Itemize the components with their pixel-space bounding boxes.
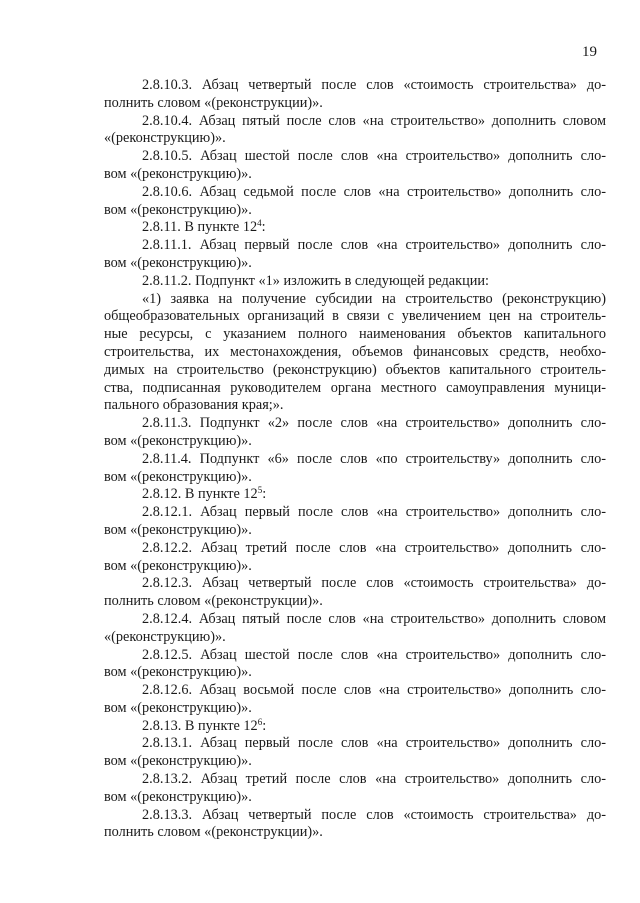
text-line: [104, 433, 606, 451]
text-line-content: 2.8.12.4. Абзац пятый после слов «на строительство» дополнить словом: [142, 610, 606, 627]
text-line: [104, 753, 606, 771]
text-line: [104, 397, 606, 415]
text-line: [104, 237, 606, 255]
text-line: [104, 682, 606, 700]
text-line: [104, 735, 606, 753]
text-line-content: 2.8.10.5. Абзац шестой после слов «на строительство» дополнить сло-: [142, 148, 606, 165]
text-line: [104, 824, 606, 842]
text-line-content: вом «(реконструкцию)».: [104, 254, 252, 271]
text-line: [104, 771, 606, 789]
text-line: [104, 789, 606, 807]
text-line: [104, 807, 606, 825]
text-line-content: строительства, их местонахождения, объемов финансовых средств, необхо-: [104, 343, 606, 360]
text-line-content: пального образования края;».: [104, 397, 284, 414]
text-line: [104, 308, 606, 326]
text-line: [104, 469, 606, 487]
text-line-content: ные ресурсы, с указанием полного наименования объектов капитального: [104, 326, 606, 343]
text-line-content: вом «(реконструкцию)».: [104, 165, 252, 182]
text-line-content: 2.8.10.6. Абзац седьмой после слов «на строительство» дополнить сло-: [142, 183, 606, 200]
text-line-content: вом «(реконструкцию)».: [104, 521, 252, 538]
superscript: 5: [257, 485, 263, 496]
text-line: [104, 558, 606, 576]
text-line-content: 2.8.12.2. Абзац третий после слов «на строительство» дополнить сло-: [142, 539, 606, 556]
text-line-content: 2.8.12.3. Абзац четвертый после слов «стоимость строительства» до-: [142, 575, 606, 592]
text-line-content: вом «(реконструкцию)».: [104, 201, 252, 218]
text-line-content: полнить словом «(реконструкции)».: [104, 824, 323, 841]
text-line-content: вом «(реконструкцию)».: [104, 557, 252, 574]
text-line: [104, 113, 606, 131]
text-line-content: вом «(реконструкцию)».: [104, 788, 252, 805]
text-line-content: 2.8.13. В пункте 12: [142, 717, 258, 734]
text-line-content: 2.8.10.4. Абзац пятый после слов «на строительство» дополнить словом: [142, 112, 606, 129]
text-line-content: «(реконструкцию)».: [104, 628, 226, 645]
text-line-content: вом «(реконструкцию)».: [104, 468, 252, 485]
text-line-content: полнить словом «(реконструкции)».: [104, 593, 323, 610]
text-line: [104, 522, 606, 540]
text-line: [104, 219, 606, 237]
text-line: [104, 486, 606, 504]
text-line: [104, 451, 606, 469]
text-line-content: вом «(реконструкцию)».: [104, 753, 252, 770]
text-line-suffix: :: [262, 486, 267, 503]
text-line: [104, 148, 606, 166]
text-line: [104, 130, 606, 148]
text-line: [104, 362, 606, 380]
text-line: [104, 575, 606, 593]
text-line: [104, 504, 606, 522]
text-line-content: 2.8.13.3. Абзац четвертый после слов «стоимость строительства» до-: [142, 806, 606, 823]
text-line-content: 2.8.12.6. Абзац восьмой после слов «на строительство» дополнить сло-: [142, 682, 606, 699]
text-line-content: 2.8.11. В пункте 12: [142, 219, 258, 236]
text-line: [104, 77, 606, 95]
text-line-content: «1) заявка на получение субсидии на строительство (реконструкцию): [142, 290, 606, 307]
superscript: 4: [257, 218, 262, 229]
text-line: [104, 611, 606, 629]
text-line: [104, 291, 606, 309]
text-line-content: 2.8.13.2. Абзац третий после слов «на строительство» дополнить сло-: [142, 771, 606, 788]
document-body: [104, 77, 606, 842]
text-line-content: 2.8.12.5. Абзац шестой после слов «на строительство» дополнить сло-: [142, 646, 606, 663]
text-line-suffix: :: [262, 717, 267, 734]
text-line: [104, 202, 606, 220]
text-line-content: 2.8.11.3. Подпункт «2» после слов «на строительство» дополнить сло-: [142, 415, 606, 432]
text-line: [104, 647, 606, 665]
text-line-content: 2.8.11.2. Подпункт «1» изложить в следующей редакции:: [142, 272, 490, 289]
text-line-content: «(реконструкцию)».: [104, 130, 226, 147]
text-line: [104, 273, 606, 291]
text-line-content: вом «(реконструкцию)».: [104, 432, 252, 449]
text-line: [104, 326, 606, 344]
page-number: 19: [582, 44, 597, 60]
text-line-content: общеобразовательных организаций в связи с увеличением цен на строитель-: [104, 308, 606, 325]
text-line-content: димых на строительство (реконструкцию) объектов капитального строитель-: [104, 361, 606, 378]
text-line-content: вом «(реконструкцию)».: [104, 664, 252, 681]
text-line: [104, 95, 606, 113]
text-line: [104, 184, 606, 202]
text-line: [104, 166, 606, 184]
text-line-content: 2.8.12. В пункте 12: [142, 486, 258, 503]
text-line: [104, 344, 606, 362]
text-line-content: 2.8.11.4. Подпункт «6» после слов «по строительству» дополнить сло-: [142, 450, 606, 467]
text-line: [104, 540, 606, 558]
text-line: [104, 718, 606, 736]
text-line-content: 2.8.12.1. Абзац первый после слов «на строительство» дополнить сло-: [142, 504, 606, 521]
text-line-content: 2.8.11.1. Абзац первый после слов «на строительство» дополнить сло-: [142, 237, 606, 254]
text-line: [104, 664, 606, 682]
text-line: [104, 700, 606, 718]
superscript: 6: [257, 716, 263, 727]
text-line-content: полнить словом «(реконструкции)».: [104, 94, 323, 111]
text-line: [104, 415, 606, 433]
text-line-content: 2.8.10.3. Абзац четвертый после слов «стоимость строительства» до-: [142, 77, 606, 93]
text-line: [104, 593, 606, 611]
text-line-suffix: :: [261, 219, 266, 236]
text-line-content: вом «(реконструкцию)».: [104, 699, 252, 716]
text-line: [104, 255, 606, 273]
text-line-content: 2.8.13.1. Абзац первый после слов «на строительство» дополнить сло-: [142, 735, 606, 752]
text-line-content: ства, подписанная руководителем органа местного самоуправления муници-: [104, 379, 606, 396]
text-line: [104, 380, 606, 398]
text-line: [104, 629, 606, 647]
